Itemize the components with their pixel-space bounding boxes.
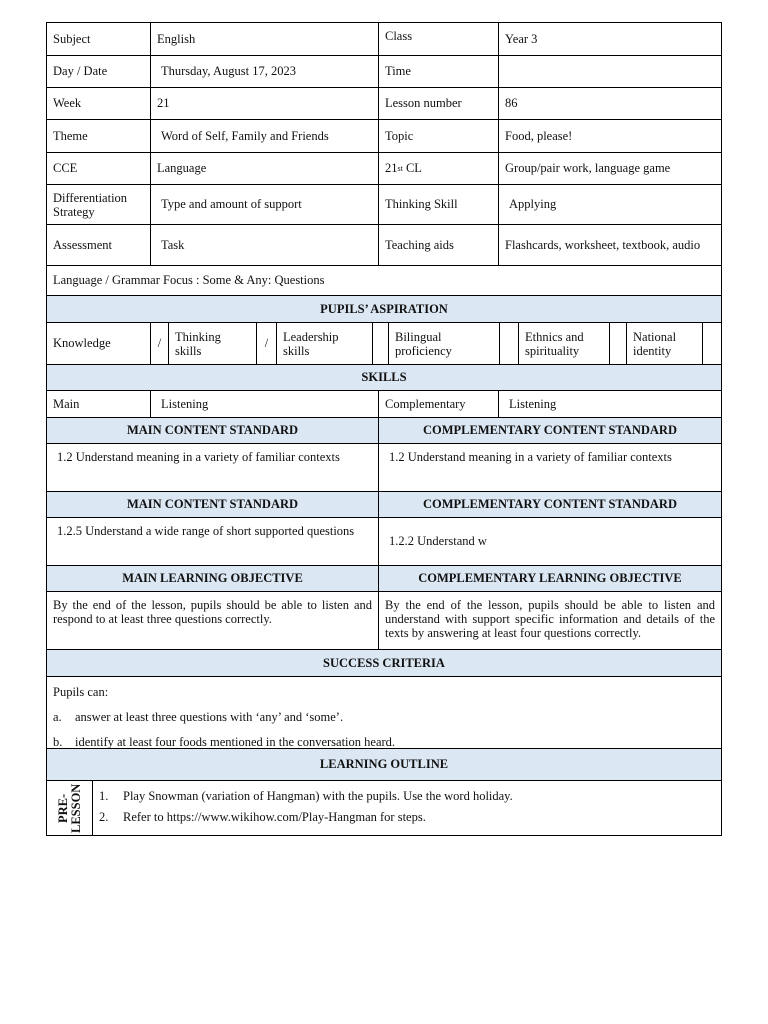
aspiration-thinking-mark: / — [257, 323, 277, 364]
cl-label-number: 21 — [385, 161, 398, 175]
comp-objective-cell — [379, 592, 721, 649]
row-success-header — [47, 650, 721, 677]
time-value — [499, 56, 721, 87]
outline-step-number: 1. — [99, 789, 109, 803]
row-aspiration-items — [47, 323, 721, 365]
differentiation-value: Type and amount of support — [151, 185, 379, 224]
row-date — [47, 56, 721, 88]
skills-comp-value: Listening — [509, 396, 557, 411]
success-criteria-item — [53, 735, 715, 748]
teaching-aids-value: Flashcards, worksheet, textbook, audio — [505, 237, 701, 252]
row-success-criteria — [47, 677, 721, 749]
row-content-standard-2-header — [47, 492, 721, 518]
time-label: Time — [379, 56, 499, 87]
success-criteria-item — [53, 710, 715, 725]
main-content-standard-header: MAIN CONTENT STANDARD — [47, 418, 379, 443]
main-objective-cell — [47, 592, 379, 649]
pre-lesson-label-cell — [47, 781, 93, 835]
week-label: Week — [47, 88, 151, 119]
row-objectives-header — [47, 566, 721, 592]
main-objective-value: By the end of the lesson, pupils should be able to listen and respond to at least three questions correctly. — [53, 598, 372, 626]
aspiration-header: PUPILS’ ASPIRATION — [47, 296, 721, 322]
row-content-standard-1 — [47, 444, 721, 492]
success-criteria-mark: b. — [53, 735, 63, 748]
aspiration-thinking-label: Thinking skills — [169, 323, 257, 364]
success-criteria-body — [47, 677, 721, 748]
success-criteria-text: identify at least four foods mentioned in the conversation heard. — [75, 735, 396, 748]
lesson-number-value: 86 — [505, 96, 518, 110]
skills-header: SKILLS — [47, 365, 721, 390]
row-objectives — [47, 592, 721, 650]
main-content-standard-2-value: 1.2.5 Understand a wide range of short supported questions — [47, 518, 379, 565]
row-aspiration-header — [47, 296, 721, 323]
success-criteria-mark: a. — [53, 710, 62, 724]
teaching-aids-label: Teaching aids — [379, 225, 499, 265]
aspiration-ethnics-label: Ethnics and spirituality — [519, 323, 610, 364]
topic-value: Food, please! — [505, 128, 573, 143]
pre-lesson-label: PRE-LESSON — [55, 783, 83, 833]
comp-objective-value: By the end of the lesson, pupils should be able to listen and understand with support specific information and details of the texts by answering at least four questions correctly. — [385, 598, 715, 640]
row-grammar-focus — [47, 266, 721, 296]
skills-main-value: Listening — [151, 391, 379, 417]
row-outline-header — [47, 749, 721, 781]
row-subject — [47, 23, 721, 56]
outline-step — [99, 810, 715, 825]
lesson-number-label: Lesson number — [379, 88, 499, 119]
aspiration-national-mark — [703, 323, 721, 364]
pre-lesson-steps — [93, 781, 721, 835]
grammar-focus: Language / Grammar Focus : Some & Any: Questions — [53, 273, 325, 287]
aspiration-leadership-label: Leadership skills — [277, 323, 373, 364]
row-skills — [47, 391, 721, 418]
assessment-value: Task — [151, 225, 379, 265]
outline-step-number: 2. — [99, 810, 109, 824]
success-criteria-header: SUCCESS CRITERIA — [47, 650, 721, 676]
comp-content-standard-header: COMPLEMENTARY CONTENT STANDARD — [379, 418, 721, 443]
aspiration-knowledge-label: Knowledge — [47, 323, 151, 364]
theme-label: Theme — [47, 120, 151, 152]
row-outline-pre-lesson — [47, 781, 721, 835]
row-theme — [47, 120, 721, 153]
thinking-skill-label: Thinking Skill — [379, 185, 499, 224]
aspiration-bilingual-label: Bilingual proficiency — [389, 323, 500, 364]
comp-content-standard-2-value: 1.2.2 Understand w — [389, 534, 487, 548]
skills-comp-label: Complementary — [379, 391, 499, 417]
cl-label — [379, 153, 499, 184]
success-criteria-intro: Pupils can: — [53, 685, 109, 699]
row-cce — [47, 153, 721, 185]
outline-step — [99, 789, 715, 804]
aspiration-leadership-mark — [373, 323, 389, 364]
comp-content-standard-value: 1.2 Understand meaning in a variety of familiar contexts — [389, 450, 672, 464]
main-objective-header: MAIN LEARNING OBJECTIVE — [47, 566, 379, 591]
thinking-skill-value: Applying — [509, 197, 557, 211]
success-criteria-text: answer at least three questions with ‘any’ and ‘some’. — [75, 710, 344, 724]
cl-value: Group/pair work, language game — [505, 161, 671, 175]
cl-label-sup: st — [397, 164, 403, 173]
aspiration-national-label: National identity — [627, 323, 703, 364]
subject-label: Subject — [47, 23, 151, 55]
differentiation-label: Differentiation Strategy — [47, 185, 151, 224]
class-value: Year 3 — [505, 31, 538, 46]
cce-value: Language — [151, 153, 379, 184]
row-week — [47, 88, 721, 120]
subject-value: English — [151, 23, 379, 55]
topic-label: Topic — [379, 120, 499, 152]
row-skills-header — [47, 365, 721, 391]
assessment-label: Assessment — [47, 225, 151, 265]
row-assessment — [47, 225, 721, 266]
aspiration-bilingual-mark — [500, 323, 519, 364]
theme-value: Word of Self, Family and Friends — [151, 120, 379, 152]
comp-objective-header: COMPLEMENTARY LEARNING OBJECTIVE — [379, 566, 721, 591]
aspiration-ethnics-mark — [610, 323, 627, 364]
learning-outline-header: LEARNING OUTLINE — [47, 749, 721, 780]
main-content-standard-2-header: MAIN CONTENT STANDARD — [47, 492, 379, 517]
outline-step-text: Refer to https://www.wikihow.com/Play-Hangman for steps. — [123, 810, 426, 824]
cce-label: CCE — [47, 153, 151, 184]
row-content-standard-1-header — [47, 418, 721, 444]
outline-step-text: Play Snowman (variation of Hangman) with the pupils. Use the word holiday. — [123, 789, 513, 803]
lesson-plan-table — [46, 22, 722, 836]
date-value: Thursday, August 17, 2023 — [151, 56, 379, 87]
skills-main-label: Main — [47, 391, 151, 417]
class-label: Class — [379, 23, 499, 55]
cl-label-suffix: CL — [402, 161, 422, 175]
row-differentiation — [47, 185, 721, 225]
main-content-standard-value: 1.2 Understand meaning in a variety of familiar contexts — [47, 444, 379, 491]
date-label: Day / Date — [47, 56, 151, 87]
aspiration-knowledge-mark: / — [151, 323, 169, 364]
row-content-standard-2 — [47, 518, 721, 566]
week-value: 21 — [151, 88, 379, 119]
comp-content-standard-2-header: COMPLEMENTARY CONTENT STANDARD — [379, 492, 721, 517]
